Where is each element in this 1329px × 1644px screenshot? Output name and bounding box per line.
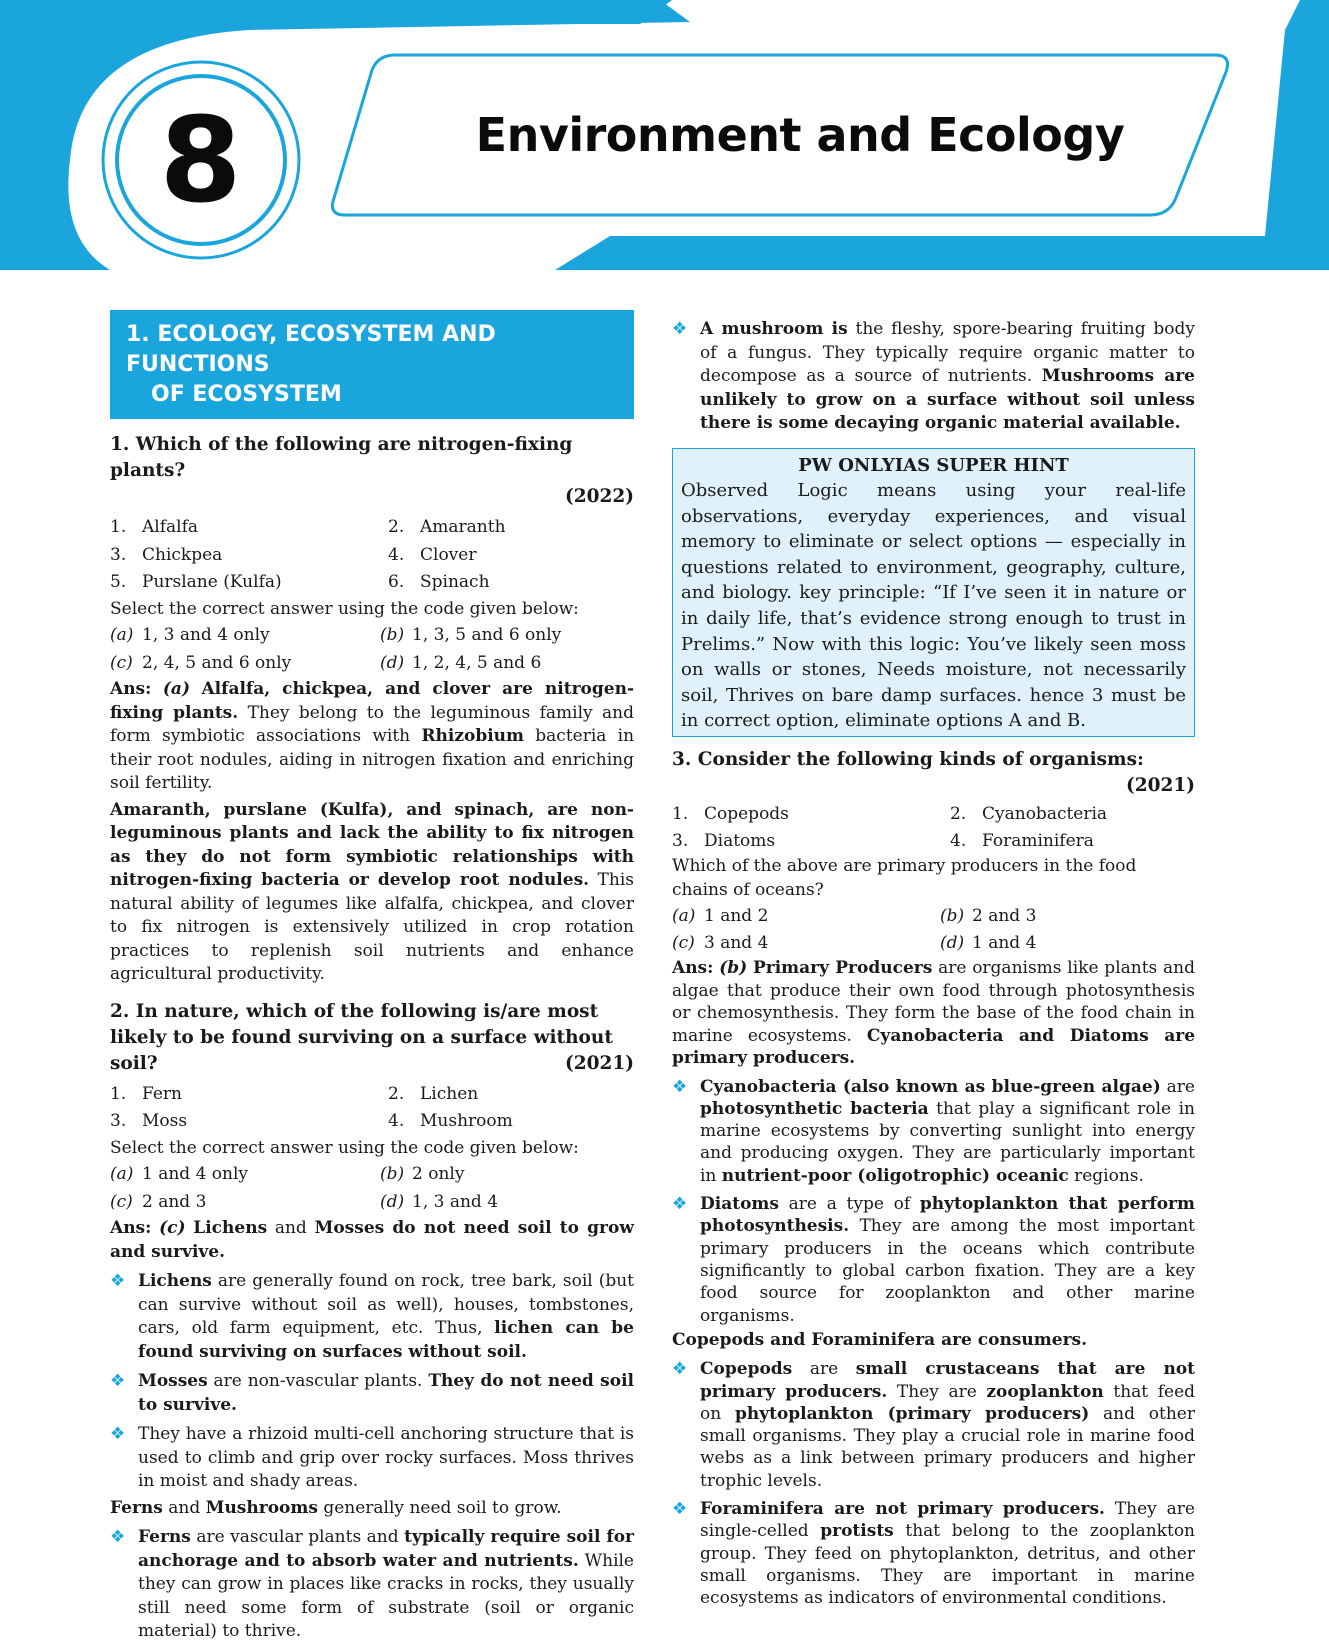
option: (c) 3 and 4: [672, 932, 769, 953]
left-column: [110, 310, 634, 1644]
q1-options: [110, 624, 634, 675]
q1-statement-list: [110, 516, 634, 595]
list-item: 2. Amaranth: [388, 517, 506, 537]
list-item: 4. Foraminifera: [950, 830, 1094, 851]
diamond-bullet-icon: ❖: [110, 1424, 126, 1444]
q1-answer: Ans: (a) Alfalfa, chickpea, and clover are nitrogen-fixing plants. They belong to the leguminous family and form symbiotic associations with Rhizobium bacteria in their root nodules, aiding in nitrogen fixation and enriching soil fertility.: [110, 679, 635, 793]
diamond-bullet-icon: ❖: [110, 1271, 126, 1291]
question-year: (2021): [565, 1052, 634, 1074]
diamond-bullet-icon: ❖: [672, 1359, 688, 1380]
q2-statement-list: [110, 1083, 634, 1134]
list-item: 3. Chickpea: [110, 544, 223, 565]
section-heading: 1. ECOLOGY, ECOSYSTEM AND FUNCTIONS OF ECOSYSTEM: [110, 310, 634, 419]
list-item: 1. Fern: [110, 1083, 183, 1104]
list-item: 4. Mushroom: [388, 1111, 513, 1131]
hint-text: Observed Logic means using your real-life observations, everyday experiences, and visual memory to eliminate or select options — especially in questions related to environment, geography, culture, and biology. key principle: “If I’ve seen it in nature or in daily life, that’s evidence strong enough to trust in Prelims.” Now with this logic: You’ve likely seen moss on walls or stones, Needs moisture, not necessarily soil, Thrives on bare damp surfaces. hence 3 must be in correct option, eliminate options A and B.: [681, 480, 1186, 732]
q2-answer: Ans: (c) Lichens and Mosses do not need soil to grow and survive.: [110, 1218, 634, 1262]
option: (d) 1, 3 and 4: [380, 1191, 499, 1212]
instruction: Which of the above are primary producers in the food chains of oceans?: [672, 856, 1137, 900]
question-year: (2021): [1126, 775, 1195, 797]
right-column: [672, 318, 1195, 1610]
option: (c) 2, 4, 5 and 6 only: [110, 652, 292, 673]
bullet-item: ❖ They have a rhizoid multi-cell anchoring structure that is used to climb and grip over rocky surfaces. Moss thrives in moist and shady areas.: [110, 1424, 634, 1491]
list-item: 2. Lichen: [388, 1083, 479, 1104]
instruction: Select the correct answer using the code given below:: [110, 598, 579, 619]
hint-title: PW ONLYIAS SUPER HINT: [798, 454, 1069, 476]
list-item: 1. Alfalfa: [110, 517, 199, 537]
bullet-item: ❖ A mushroom is the fleshy, spore-bearing fruiting body of a fungus. They typically require organic matter to decompose as a source of nutrients. Mushrooms are unlikely to grow on a surface without soil unless there is some decaying organic material available.: [672, 319, 1195, 433]
ferns-note: Ferns and Mushrooms generally need soil to grow.: [110, 1497, 562, 1518]
question-year: (2022): [565, 486, 634, 507]
super-hint-box: [672, 448, 1195, 738]
list-item: 1. Copepods: [672, 804, 789, 825]
question-2: 2. In nature, which of the following is/are most likely to be found surviving on a surface without soil? (2021): [110, 999, 634, 1077]
q2-options: [110, 1163, 634, 1214]
chapter-title: Environment and Ecology: [475, 108, 1125, 162]
diamond-bullet-icon: ❖: [672, 319, 688, 339]
instruction: Select the correct answer using the code given below:: [110, 1137, 579, 1158]
list-item: 6. Spinach: [388, 572, 490, 592]
diamond-bullet-icon: ❖: [672, 1194, 688, 1215]
q3-statement-list: [672, 803, 1195, 853]
option: (d) 1, 2, 4, 5 and 6: [380, 652, 542, 673]
option: (a) 1 and 2: [672, 906, 769, 927]
diamond-bullet-icon: ❖: [110, 1527, 126, 1547]
list-item: 4. Clover: [388, 544, 477, 565]
bullet-item: ❖ Diatoms are a type of phytoplankton that perform photosynthesis. They are among the most important primary producers in the oceans which contribute significantly to global carbon fixation. They are a key food source for zooplankton and other marine organisms.: [672, 1194, 1195, 1326]
bullet-item: ❖ Foraminifera are not primary producers. They are single-celled protists that belong to the zooplankton group. They feed on phytoplankton, detritus, and other small organisms. They are important in marine ecosystems as indicators of environmental conditions.: [672, 1499, 1196, 1609]
diamond-bullet-icon: ❖: [672, 1076, 688, 1097]
list-item: 2. Cyanobacteria: [950, 804, 1108, 825]
option: (b) 2 and 3: [940, 906, 1037, 927]
question-3: 3. Consider the following kinds of organisms: (2021): [672, 747, 1195, 799]
option: (c) 2 and 3: [110, 1191, 207, 1212]
bullet-item: ❖ Lichens are generally found on rock, tree bark, soil (but can survive without soil as well), houses, tombstones, cars, old farm equipment, etc. Thus, lichen can be found surviving on surfaces without soil.: [110, 1271, 634, 1362]
diamond-bullet-icon: ❖: [110, 1371, 126, 1391]
bullet-item: ❖ Cyanobacteria (also known as blue-green algae) are photosynthetic bacteria that play a significant role in marine ecosystems by converting sunlight into energy and producing oxygen. They are particularly important in nutrient-poor (oligotrophic) oceanic regions.: [672, 1076, 1195, 1186]
bullet-item: ❖ Mosses are non-vascular plants. They do not need soil to survive.: [110, 1371, 634, 1415]
option: (d) 1 and 4: [940, 932, 1037, 953]
consumers-note: Copepods and Foraminifera are consumers.: [672, 1329, 1088, 1350]
list-item: 3. Diatoms: [672, 830, 776, 851]
option: (a) 1, 3 and 4 only: [110, 625, 270, 645]
question-1: 1. Which of the following are nitrogen-fixing plants? (2022): [110, 432, 634, 510]
list-item: 5. Purslane (Kulfa): [110, 572, 282, 592]
q1-explanation: Amaranth, purslane (Kulfa), and spinach, are non-leguminous plants and lack the ability to fix nitrogen as they do not form symbiotic relationships with nitrogen-fixing bacteria or develop root nodules. This natural ability of legumes like alfalfa, chickpea, and clover to fix nitrogen is extensively utilized in crop rotation practices to replenish soil nutrients and enhance agricultural productivity.: [110, 799, 634, 984]
option: (b) 1, 3, 5 and 6 only: [380, 625, 562, 645]
option: (a) 1 and 4 only: [110, 1164, 249, 1184]
q3-answer: Ans: (b) Primary Producers are organisms like plants and algae that produce their own food through photosynthesis or chemosynthesis. They form the base of the food chain in marine ecosystems. Cyanobacteria and Diatoms are primary producers.: [672, 958, 1196, 1069]
chapter-number: 8: [159, 91, 242, 229]
list-item: 3. Moss: [110, 1111, 188, 1131]
diamond-bullet-icon: ❖: [672, 1499, 688, 1520]
bullet-item: ❖ Ferns are vascular plants and typically require soil for anchorage and to absorb water and nutrients. While they can grow in places like cracks in rocks, they usually still need some form of substrate (soil or organic material) to thrive.: [110, 1527, 635, 1641]
bullet-item: ❖ Copepods are small crustaceans that are not primary producers. They are zooplankton that feed on phytoplankton (primary producers) and other small organisms. They play a crucial role in marine food webs as a link between primary producers and higher trophic levels.: [672, 1359, 1196, 1491]
option: (b) 2 only: [380, 1164, 465, 1184]
q3-options: [672, 905, 1195, 955]
